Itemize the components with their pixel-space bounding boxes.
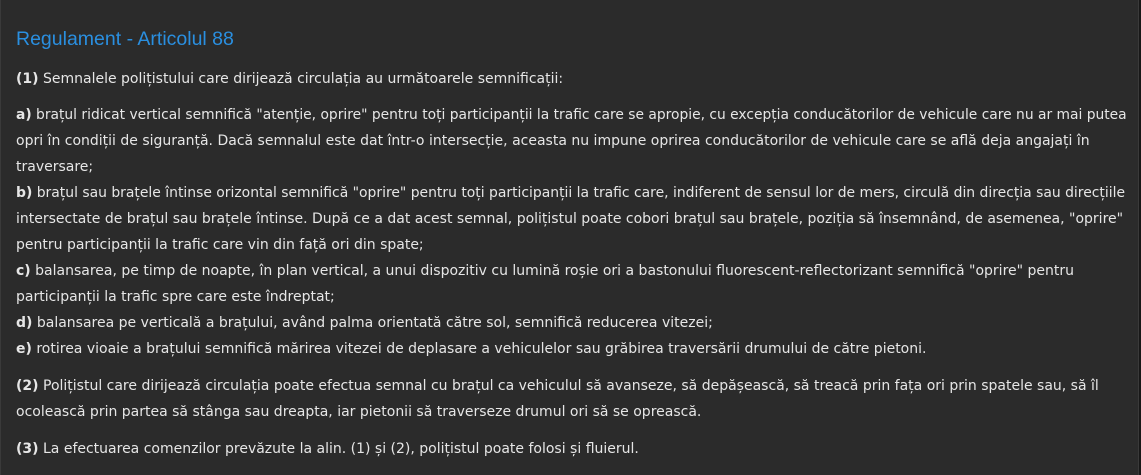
- line-text: opri în condiții de siguranță. Dacă semnalul este dat într-o intersecție, aceasta nu impune oprirea conducătorilor de vehicule care se află deja angajați în: [16, 133, 1090, 149]
- text-line: [16, 436, 1124, 462]
- line-text: traversare;: [16, 159, 94, 175]
- item-marker: b): [16, 185, 33, 201]
- item-e-line-1: [16, 336, 1124, 362]
- paragraph-1-items: [16, 102, 1127, 362]
- line-text: balansarea pe verticală a brațului, având palma orientată către sol, semnifică reducerea vitezei;: [32, 315, 713, 331]
- item-marker: e): [16, 341, 32, 357]
- line-text: balansarea, pe timp de noapte, în plan vertical, a unui dispozitiv cu lumină roșie ori a bastonului fluorescent-reflectorizant semnifică "oprire" pentru: [30, 263, 1075, 279]
- item-marker: a): [16, 107, 32, 123]
- paragraph-3: [16, 436, 1124, 462]
- line-text: intersectate de brațul sau brațele întinse. După ce a dat acest semnal, polițistul poate cobori brațul sau brațele, poziția să însemnând, de asemenea, "oprire": [16, 211, 1124, 227]
- item-c-line-1: [16, 258, 1124, 284]
- article-title: Regulament - Articolul 88: [16, 28, 234, 50]
- text-line: [16, 399, 1124, 425]
- paragraph-number: (1): [16, 71, 39, 87]
- item-b-line-3: [16, 232, 1124, 258]
- line-text: rotirea vioaie a brațului semnifică mărirea vitezei de deplasare a vehiculelor sau grăbirea traversării drumului de către pietoni.: [31, 341, 927, 357]
- text-line: [16, 66, 1124, 92]
- line-text: pentru participanții la trafic care vin din față ori din spate;: [16, 237, 424, 253]
- item-marker: d): [16, 315, 33, 331]
- item-b-line-1: [16, 180, 1124, 206]
- item-a-line-1: [16, 102, 1127, 128]
- line-text: brațul ridicat vertical semnifică "atenție, oprire" pentru toți participanții la trafic care se apropie, cu excepția conducătorilor de vehicule care nu ar mai putea: [31, 107, 1127, 123]
- item-b-line-2: [16, 206, 1124, 232]
- item-a-line-3: [16, 154, 1124, 180]
- paragraph-number: (2): [16, 378, 39, 394]
- paragraph-2: [16, 373, 1124, 425]
- item-c-line-2: [16, 284, 1124, 310]
- text-line: [16, 373, 1124, 399]
- item-d-line-1: [16, 310, 1124, 336]
- line-text: ocolească prin partea să stânga sau dreapta, iar pietonii să traverseze drumul ori să se oprească.: [16, 404, 702, 420]
- line-text: participanții la trafic spre care este îndreptat;: [16, 289, 335, 305]
- line-text: La efectuarea comenzilor prevăzute la alin. (1) și (2), polițistul poate folosi și fluierul.: [38, 441, 639, 457]
- line-text: Semnalele polițistului care dirijează circulația au următoarele semnificații:: [38, 71, 564, 87]
- line-text: brațul sau brațele întinse orizontal semnifică "oprire" pentru toți participanții la trafic care, indiferent de sensul lor de mers, circulă din direcția sau direcțiile: [32, 185, 1126, 201]
- line-text: Polițistul care dirijează circulația poate efectua semnal cu brațul ca vehiculul să avanseze, să depășească, să treacă prin fața ori prin spatele sau, să îl: [38, 378, 1099, 394]
- item-a-line-2: [16, 128, 1124, 154]
- paragraph-number: (3): [16, 441, 39, 457]
- item-marker: c): [16, 263, 31, 279]
- paragraph-1: [16, 66, 1124, 92]
